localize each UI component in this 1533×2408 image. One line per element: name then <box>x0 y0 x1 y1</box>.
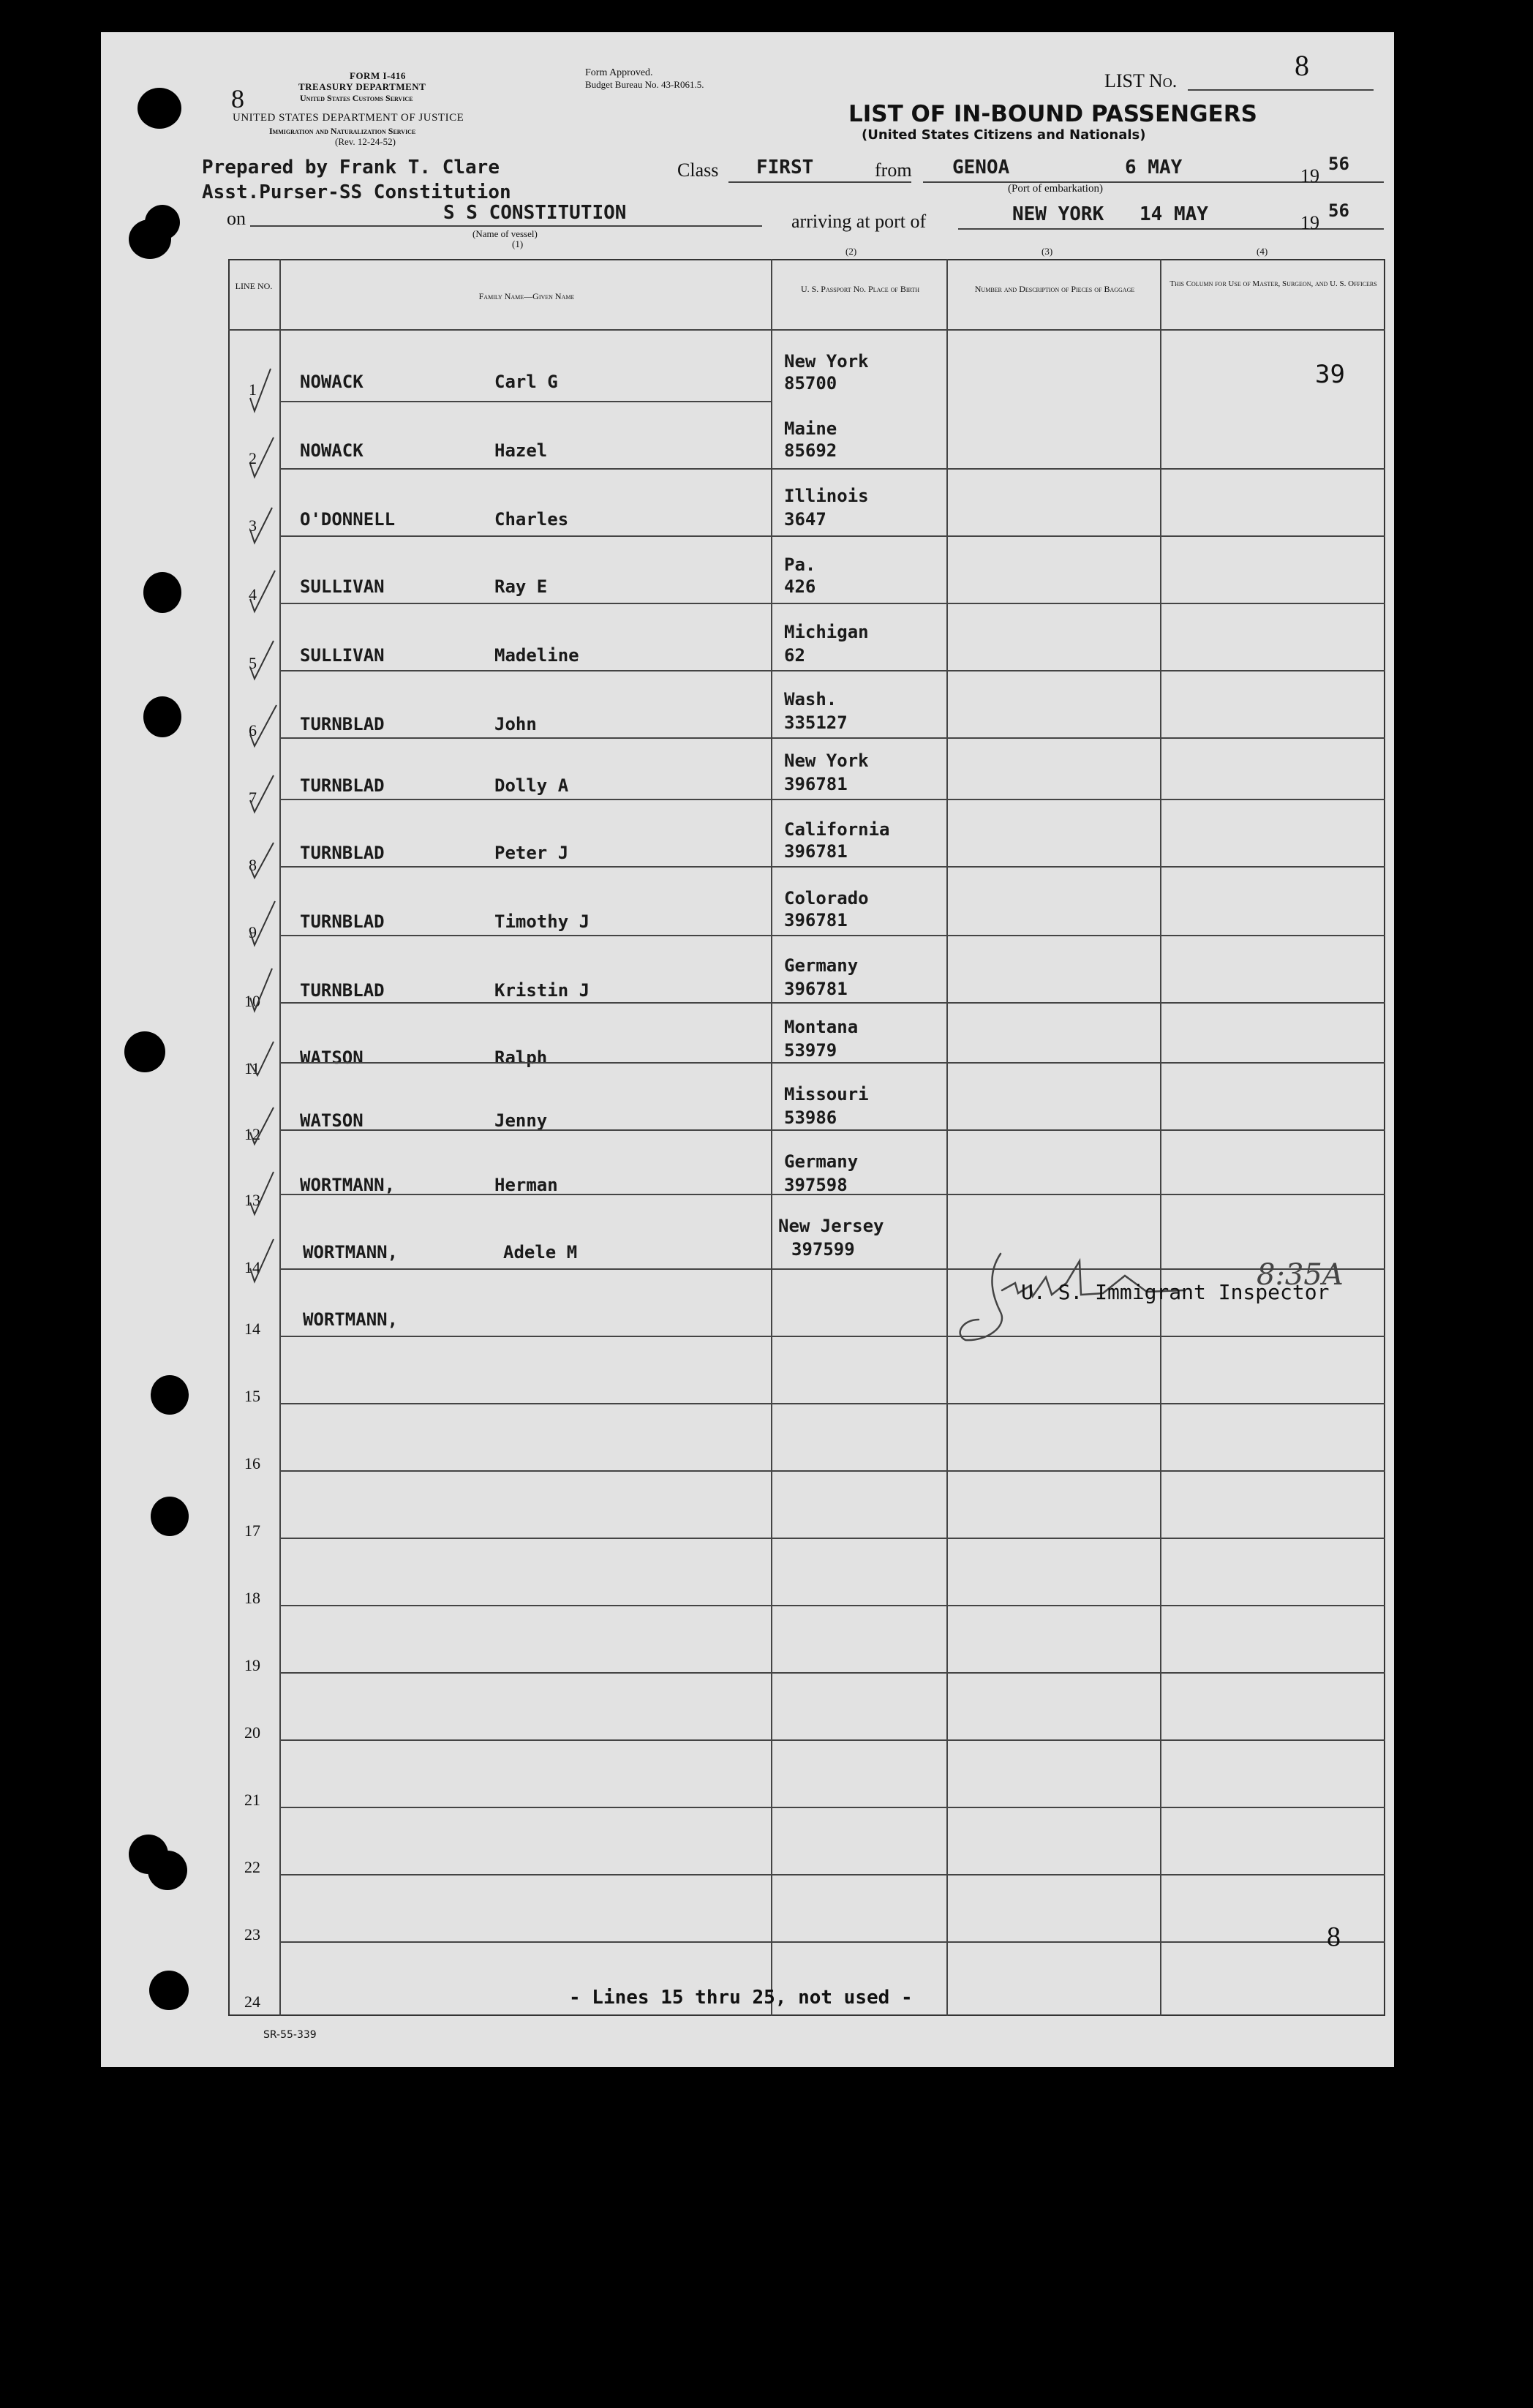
passport-number: 85692 <box>784 440 837 461</box>
given-name: Herman <box>494 1175 558 1195</box>
passport-number: 396781 <box>784 774 848 794</box>
given-name: Ray E <box>494 576 548 597</box>
class-value: FIRST <box>756 157 814 178</box>
purser: Asst.Purser-SS Constitution <box>202 181 511 203</box>
line-number: 14 <box>244 1320 260 1338</box>
arrival-port: NEW YORK <box>1012 203 1104 225</box>
given-name: Charles <box>494 509 569 530</box>
family-name: WATSON <box>300 1110 364 1131</box>
punch-hole <box>138 88 181 129</box>
family-name: WORTMANN, <box>303 1242 399 1263</box>
family-name: TURNBLAD <box>300 843 385 863</box>
manifest-page <box>101 32 1394 2067</box>
line-number: 20 <box>244 1723 260 1742</box>
line-number: 21 <box>244 1791 260 1809</box>
punch-hole <box>151 1375 189 1415</box>
line-number: 7 <box>249 789 257 807</box>
birth-place: Missouri <box>784 1084 869 1105</box>
line-number: 10 <box>244 992 260 1010</box>
class-label: Class <box>677 159 719 181</box>
family-name: WORTMANN, <box>300 1175 396 1195</box>
embark-date: 6 MAY <box>1125 157 1183 178</box>
from-label: from <box>875 159 912 181</box>
passport-number: 426 <box>784 576 816 597</box>
form-agency: TREASURY DEPARTMENT <box>298 81 426 92</box>
vessel-name: S S CONSTITUTION <box>443 202 627 224</box>
signature-time: 8:35A <box>1257 1258 1344 1292</box>
col-header-baggage: Number and Description of Pieces of Baggage <box>974 284 1135 294</box>
punch-hole <box>149 1971 189 2010</box>
given-name: Jenny <box>494 1110 548 1131</box>
family-name: O'DONNELL <box>300 509 396 530</box>
line-number: 16 <box>244 1454 260 1472</box>
bottom-mark: 8 <box>1327 1922 1341 1952</box>
given-name: John <box>494 714 537 734</box>
form-marginal-number: 8 <box>231 84 244 113</box>
given-name: Madeline <box>494 645 579 666</box>
col-header-line-no: LINE NO. <box>235 281 273 291</box>
given-name: Peter J <box>494 843 569 863</box>
col-num-2: (2) <box>845 246 857 257</box>
line-number: 22 <box>244 1858 260 1876</box>
col-header-officers: This Column for Use of Master, Surgeon, and U. S. Officers <box>1169 279 1377 288</box>
birth-place: New Jersey <box>778 1216 884 1236</box>
form-code: SR-55-339 <box>263 2029 317 2041</box>
form-revision: (Rev. 12-24-52) <box>335 136 396 147</box>
family-name: TURNBLAD <box>300 980 385 1001</box>
given-name: Timothy J <box>494 911 590 932</box>
list-no-label: LIST No. <box>1104 70 1178 91</box>
form-approved: Form Approved. <box>585 67 653 78</box>
family-name: NOWACK <box>300 440 364 461</box>
budget-bureau: Budget Bureau No. 43-R061.5. <box>585 79 704 90</box>
birth-place: Germany <box>784 955 859 976</box>
given-name: Kristin J <box>494 980 590 1001</box>
punch-hole <box>151 1497 189 1536</box>
form-number: FORM I-416 <box>350 70 406 81</box>
passport-number: 397598 <box>784 1175 848 1195</box>
year-2: 56 <box>1328 200 1349 221</box>
birth-place: New York <box>784 351 869 372</box>
line-number: 8 <box>249 856 257 874</box>
page-subtitle: (United States Citizens and Nationals) <box>862 127 1146 143</box>
line-number: 13 <box>244 1191 260 1209</box>
checkmark-icons <box>244 354 288 1342</box>
line-number: 12 <box>244 1125 260 1143</box>
line-number: 14 <box>244 1258 260 1276</box>
family-name: TURNBLAD <box>300 911 385 932</box>
passport-number: 53986 <box>784 1107 837 1128</box>
family-name: WATSON <box>300 1047 364 1068</box>
passport-number: 85700 <box>784 373 837 394</box>
line-number: 3 <box>249 516 257 535</box>
line-number: 19 <box>244 1656 260 1674</box>
inspector-caption: U. S. Immigrant Inspector <box>1021 1280 1330 1304</box>
embark-port: GENOA <box>952 157 1010 178</box>
col-num-1: (1) <box>512 238 524 249</box>
family-name: SULLIVAN <box>300 645 385 666</box>
passport-number: 3647 <box>784 509 826 530</box>
birth-place: Michigan <box>784 622 869 642</box>
birth-place: New York <box>784 750 869 771</box>
line-number: 2 <box>249 449 257 467</box>
passport-number: 396781 <box>784 979 848 999</box>
punch-hole <box>143 572 181 613</box>
year-1: 56 <box>1328 154 1349 174</box>
year-prefix-2: 19 <box>1300 212 1319 233</box>
passport-number: 62 <box>784 645 805 666</box>
punch-hole <box>143 696 181 737</box>
not-used-note: - Lines 15 thru 25, not used - <box>569 1987 913 2009</box>
family-name: WORTMANN, <box>303 1309 399 1330</box>
passport-number: 335127 <box>784 712 848 733</box>
birth-place: Montana <box>784 1017 859 1037</box>
line-number: 4 <box>249 585 257 603</box>
family-name: NOWACK <box>300 372 364 392</box>
line-number: 18 <box>244 1589 260 1607</box>
line-number: 24 <box>244 1993 260 2011</box>
line-number: 11 <box>244 1059 260 1077</box>
passport-number: 53979 <box>784 1040 837 1061</box>
given-name: Ralph <box>494 1047 548 1068</box>
line-number: 6 <box>249 721 257 740</box>
corner-number: 8 <box>1295 49 1309 82</box>
line-number: 9 <box>249 923 257 941</box>
passport-number: 396781 <box>784 841 848 862</box>
arrival-date: 14 MAY <box>1140 203 1208 225</box>
year-prefix-1: 19 <box>1300 165 1319 187</box>
family-name: TURNBLAD <box>300 775 385 796</box>
birth-place: Maine <box>784 418 837 439</box>
col-num-4: (4) <box>1257 246 1268 257</box>
birth-place: California <box>784 819 890 840</box>
punch-hole <box>148 1851 187 1890</box>
on-label: on <box>227 208 246 229</box>
page-title: LIST OF IN-BOUND PASSENGERS <box>848 101 1257 127</box>
punch-hole <box>124 1031 165 1072</box>
given-name: Hazel <box>494 440 548 461</box>
form-agency-sub: United States Customs Service <box>300 93 413 103</box>
passport-number: 397599 <box>791 1239 855 1260</box>
punch-hole <box>145 205 180 240</box>
birth-place: Pa. <box>784 554 816 575</box>
birth-place: Colorado <box>784 888 869 908</box>
col-header-passport: U. S. Passport No. Place of Birth <box>800 284 920 294</box>
family-name: TURNBLAD <box>300 714 385 734</box>
officer-count: 39 <box>1315 360 1345 389</box>
form-service: Immigration and Naturalization Service <box>269 126 416 136</box>
birth-place: Illinois <box>784 486 869 506</box>
line-number: 17 <box>244 1521 260 1540</box>
line-number: 1 <box>249 380 257 399</box>
prepared-by: Prepared by Frank T. Clare <box>202 157 500 178</box>
birth-place: Wash. <box>784 689 837 710</box>
birth-place: Germany <box>784 1151 859 1172</box>
given-name: Carl G <box>494 372 558 392</box>
arriving-label: arriving at port of <box>791 211 927 232</box>
given-name: Adele M <box>503 1242 578 1263</box>
embark-caption: (Port of embarkation) <box>1008 183 1103 195</box>
line-number: 5 <box>249 654 257 672</box>
family-name: SULLIVAN <box>300 576 385 597</box>
form-dept: UNITED STATES DEPARTMENT OF JUSTICE <box>233 112 464 124</box>
passport-number: 396781 <box>784 910 848 930</box>
line-number: 15 <box>244 1387 260 1405</box>
col-num-3: (3) <box>1042 246 1053 257</box>
line-number: 23 <box>244 1925 260 1944</box>
col-header-name: Family Name—Given Name <box>478 291 575 301</box>
vessel-caption: (Name of vessel) <box>472 228 538 239</box>
given-name: Dolly A <box>494 775 569 796</box>
